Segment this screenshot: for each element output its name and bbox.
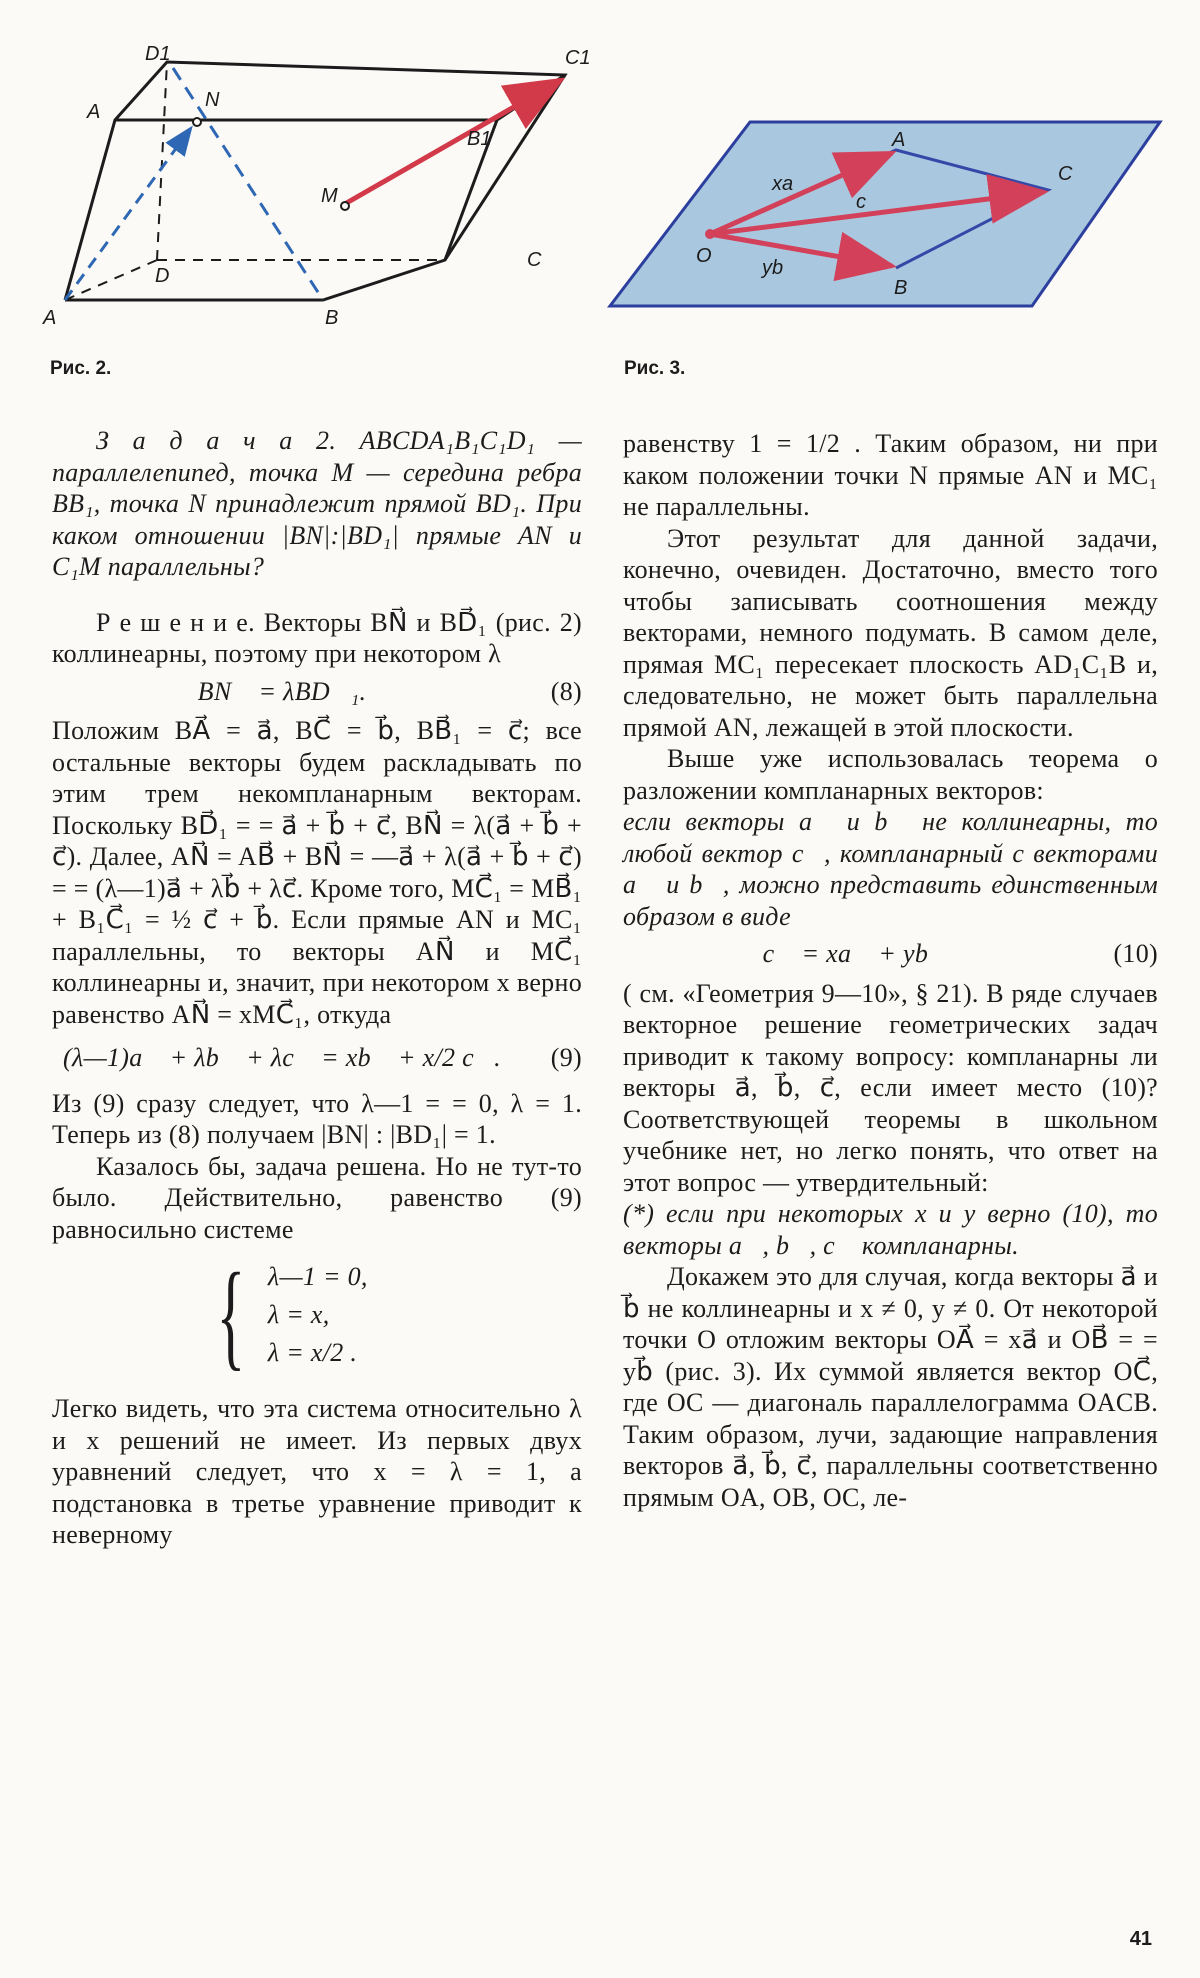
figure-3-plane — [600, 110, 1180, 320]
right-column — [623, 428, 1158, 1513]
paragraph-theorem-intro: Выше уже использовалась теорема о разложении компланарных векторов: — [623, 744, 1158, 805]
figure-2-caption: Рис. 2. — [50, 358, 112, 379]
paragraph-theorem: если векторы a⃗ и b⃗ не коллинеарны, то любой вектор c⃗, компланарный с векторами a⃗ и b⃗, можно представить единственным образом в виде — [623, 807, 1158, 931]
figure-3-caption: Рис. 3. — [624, 358, 686, 379]
paragraph-see: ( см. «Геометрия 9—10», § 21). В ряде случаев векторное решение геометрических задач приводит к такому вопросу: компланарны ли векторы a⃗, b⃗, c⃗, если имеет место (10)? Соответствующей теоремы в школьном учебнике нет, но легко понять, что ответ на этот вопрос — утвердительный: — [623, 978, 1158, 1197]
equation-system — [202, 1248, 582, 1381]
label-c-vector: c — [856, 191, 866, 213]
label-a: A — [43, 307, 57, 329]
label-o: O — [696, 245, 712, 267]
paragraph-obvious: Этот результат для данной задачи, конечно, очевиден. Достаточно, вместо того чтобы записывать соотношения между векторами, немного подумать. В самом деле, прямая MC₁ пересекает плоскость AD₁C₁B и, следовательно, не может быть параллельна прямой AN, лежащей в этой плоскости. — [623, 523, 1158, 742]
equation-9-number: (9) — [550, 1043, 582, 1072]
label-a1: A — [87, 101, 101, 123]
point-m — [341, 202, 349, 210]
label-a: A — [892, 129, 906, 151]
task-statement: З а д а ч а 2. ABCDA₁B₁C₁D₁ — параллелепипед, точка M — середина ребра BB₁, точка N принадлежит прямой BD₁. При каком отношении |BN|:|BD₁| прямые AN и C₁M параллельны? — [52, 426, 582, 581]
label-d: D — [155, 265, 170, 287]
equation-10-expr: c⃗ = xa⃗ + yb⃗ — [762, 939, 949, 968]
paragraph-basis: Положим BA⃗ = a⃗, BC⃗ = b⃗, BB⃗₁ = c⃗; все остальные векторы будем раскладывать по этим трем некомпланарным векторам. Поскольку BD⃗₁ = = a⃗ + b⃗ + c⃗, BN⃗ = λ(a⃗ + b⃗ + c⃗). Далее, AN⃗ = AB⃗ + BN⃗ = —a⃗ + λ(a⃗ + b⃗ + c⃗) = = (λ—1)a⃗ + λb⃗ + λc⃗. Кроме того, MC⃗₁ = MB⃗₁ + B₁C⃗₁ = ½ c⃗ + b⃗. Если прямые AN и MC₁ параллельны, то векторы AN⃗ и MC⃗₁ коллинеарны и, значит, при некотором x верно равенство AN⃗ = xMC⃗₁, откуда — [52, 716, 582, 1029]
label-b: B — [325, 307, 339, 329]
paragraph-prove: Докажем это для случая, когда векторы a⃗ и b⃗ не коллинеарны и x ≠ 0, y ≠ 0. От некоторой точки O отложим векторы OA⃗ = xa⃗ и OB⃗ = = yb⃗ (рис. 3). Их суммой является вектор OC⃗, где OC — диагональ параллелограмма OACB. Таким образом, лучи, задающие направления векторов a⃗, b⃗, c⃗, параллельны соответственно прямым OA, OB, OC, ле- — [623, 1262, 1158, 1512]
label-b1: B1 — [467, 128, 492, 150]
equation-10-number: (10) — [1113, 939, 1158, 968]
left-column — [52, 425, 582, 1551]
label-b: B — [894, 277, 908, 299]
system-line-2: λ = x, — [267, 1300, 330, 1329]
solid-edges — [65, 62, 565, 300]
equation-8-expr: BN⃗ = λBD⃗₁. — [197, 676, 367, 706]
equation-9-expr: (λ—1)a⃗ + λb⃗ + λc⃗ = xb⃗ + x/2 c⃗. — [63, 1043, 501, 1072]
paragraph-seemed: Казалось бы, задача решена. Но не тут-то было. Действительно, равенство (9) равносильно системе — [52, 1151, 582, 1244]
paragraph-star: (*) если при некоторых x и y верно (10), то векторы a⃗, b⃗, c⃗ компланарны. — [623, 1199, 1158, 1260]
label-c: C — [1058, 163, 1073, 185]
system-line-1: λ—1 = 0, — [267, 1262, 368, 1291]
label-n: N — [205, 89, 220, 111]
figure-2-parallelepiped — [25, 30, 615, 350]
system-brace: { — [216, 1248, 246, 1381]
label-c: C — [527, 249, 542, 271]
page-number: 41 — [1129, 1928, 1152, 1950]
label-d1: D1 — [145, 43, 171, 65]
paragraph-easy: Легко видеть, что эта система относительно λ и x решений не имеет. Из первых двух уравнений следует, что x = λ = 1, а подстановка в третье уравнение приводит к неверному — [52, 1394, 582, 1549]
label-yb: yb — [762, 257, 784, 279]
paragraph-from-9: Из (9) сразу следует, что λ—1 = = 0, λ = 1. Теперь из (8) получаем |BN| : |BD₁| = 1. — [52, 1088, 582, 1149]
solution-intro: Р е ш е н и е. Векторы BN⃗ и BD⃗₁ (рис. 2) коллинеарны, поэтому при некотором λ — [52, 607, 582, 668]
paragraph-continuation: равенству 1 = 1/2 . Таким образом, ни при каком положении точки N прямые AN и MC₁ не параллельны. — [623, 429, 1158, 521]
vector-an — [65, 128, 191, 300]
equation-9 — [52, 1042, 582, 1074]
equation-8 — [52, 676, 582, 708]
point-o — [705, 229, 715, 239]
system-line-3: λ = x/2 . — [267, 1338, 358, 1367]
vector-mc1 — [343, 80, 561, 205]
equation-8-number: (8) — [550, 676, 582, 706]
label-c1: C1 — [565, 47, 591, 69]
segment-d1b — [173, 68, 323, 300]
equation-10 — [623, 938, 1158, 970]
point-n — [193, 118, 201, 126]
label-xa: xa — [772, 173, 794, 195]
label-m: M — [321, 185, 338, 207]
